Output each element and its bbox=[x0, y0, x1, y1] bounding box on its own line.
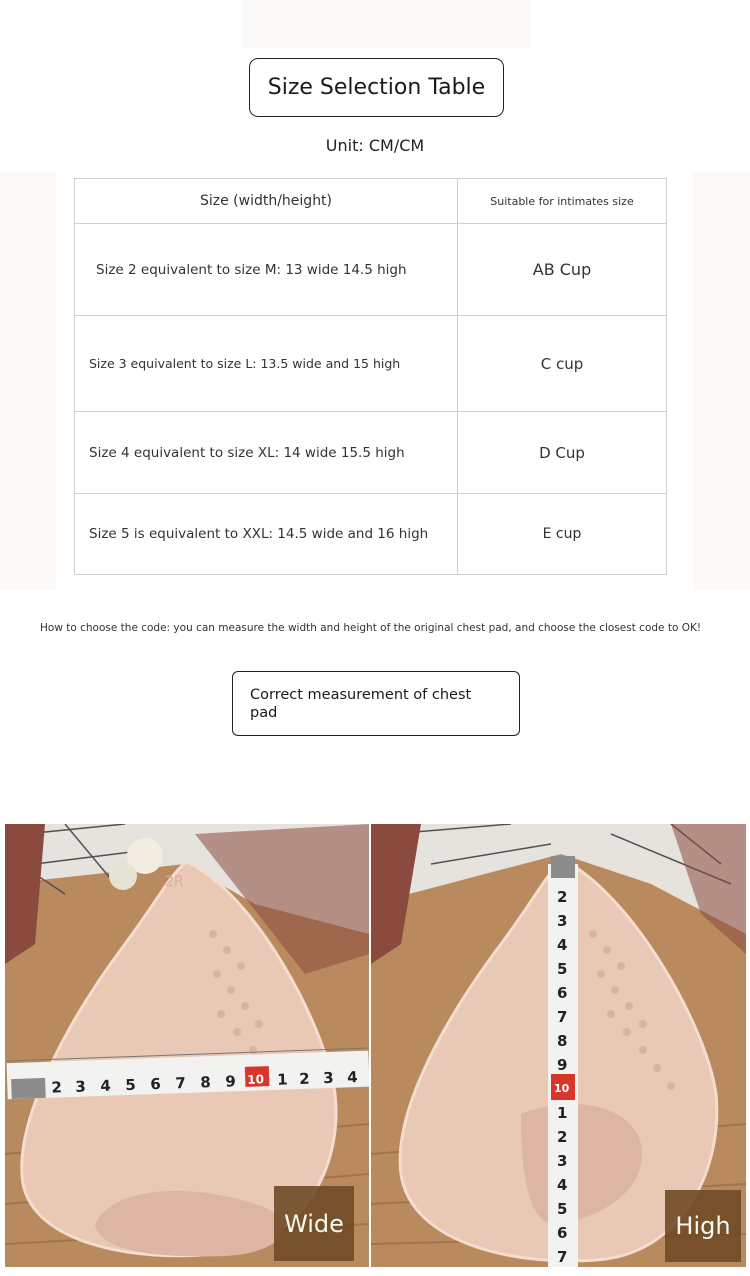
header-cup: Suitable for intimates size bbox=[458, 179, 667, 224]
ruler-number: 1 bbox=[557, 1104, 568, 1122]
measurement-heading: Correct measurement of chest pad bbox=[232, 671, 520, 736]
ruler-number: 6 bbox=[150, 1074, 162, 1094]
ruler-number: 5 bbox=[125, 1075, 137, 1095]
cup-cell: AB Cup bbox=[458, 224, 667, 316]
ruler-number: 1 bbox=[276, 1070, 289, 1089]
table-row bbox=[75, 224, 667, 316]
table-row bbox=[75, 494, 667, 575]
ruler-number: 7 bbox=[175, 1073, 187, 1093]
header-size: Size (width/height) bbox=[75, 179, 458, 224]
size-cell: Size 3 equivalent to size L: 13.5 wide and 15 high bbox=[75, 316, 458, 412]
ruler-number: 9 bbox=[557, 1056, 568, 1074]
ruler-number: 8 bbox=[557, 1032, 568, 1050]
unit-label: Unit: CM/CM bbox=[325, 136, 425, 155]
pad-mark: 2R bbox=[165, 874, 184, 890]
size-table bbox=[74, 178, 667, 575]
size-cell: Size 5 is equivalent to XXL: 14.5 wide and 16 high bbox=[75, 494, 458, 575]
ruler-number: 2 bbox=[557, 1128, 568, 1146]
ruler-number: 6 bbox=[557, 1224, 568, 1242]
ruler-number: 4 bbox=[557, 1176, 568, 1194]
ruler-number: 10 bbox=[554, 1082, 570, 1095]
ruler-number: 7 bbox=[557, 1248, 568, 1266]
ruler-number: 3 bbox=[557, 1152, 568, 1170]
howto-text: How to choose the code: you can measure the width and height of the original chest pad, and choose the closest code to OK! bbox=[40, 622, 702, 634]
size-cell: Size 4 equivalent to size XL: 14 wide 15.5 high bbox=[75, 412, 458, 494]
cup-cell: D Cup bbox=[458, 412, 667, 494]
ruler-number: 5 bbox=[557, 1200, 568, 1218]
high-label: High bbox=[665, 1190, 741, 1262]
ruler-number: 5 bbox=[557, 960, 568, 978]
wide-label: Wide bbox=[274, 1186, 354, 1261]
ruler-number: 2 bbox=[557, 888, 568, 906]
table-header-row bbox=[75, 179, 667, 224]
top-image-strip bbox=[242, 0, 530, 48]
ruler-number: 3 bbox=[322, 1068, 334, 1088]
cup-cell: C cup bbox=[458, 316, 667, 412]
size-cell: Size 2 equivalent to size M: 13 wide 14.5 high bbox=[75, 224, 458, 316]
ruler-number: 9 bbox=[224, 1072, 237, 1091]
ruler-number: 2 bbox=[298, 1069, 310, 1089]
ruler-number: 4 bbox=[557, 936, 568, 954]
ruler-number: 4 bbox=[346, 1067, 358, 1087]
ruler-number: 4 bbox=[100, 1076, 112, 1095]
ruler-number: 8 bbox=[199, 1073, 212, 1092]
ruler-number: 7 bbox=[557, 1008, 568, 1026]
ruler-number: 2 bbox=[51, 1078, 63, 1097]
ruler-number: 6 bbox=[557, 984, 568, 1002]
page-title: Size Selection Table bbox=[249, 58, 504, 117]
table-row bbox=[75, 316, 667, 412]
ruler-number: 3 bbox=[557, 912, 568, 930]
ruler-number: 3 bbox=[75, 1077, 87, 1096]
ruler-number: 10 bbox=[246, 1072, 265, 1087]
table-row bbox=[75, 412, 667, 494]
cup-cell: E cup bbox=[458, 494, 667, 575]
